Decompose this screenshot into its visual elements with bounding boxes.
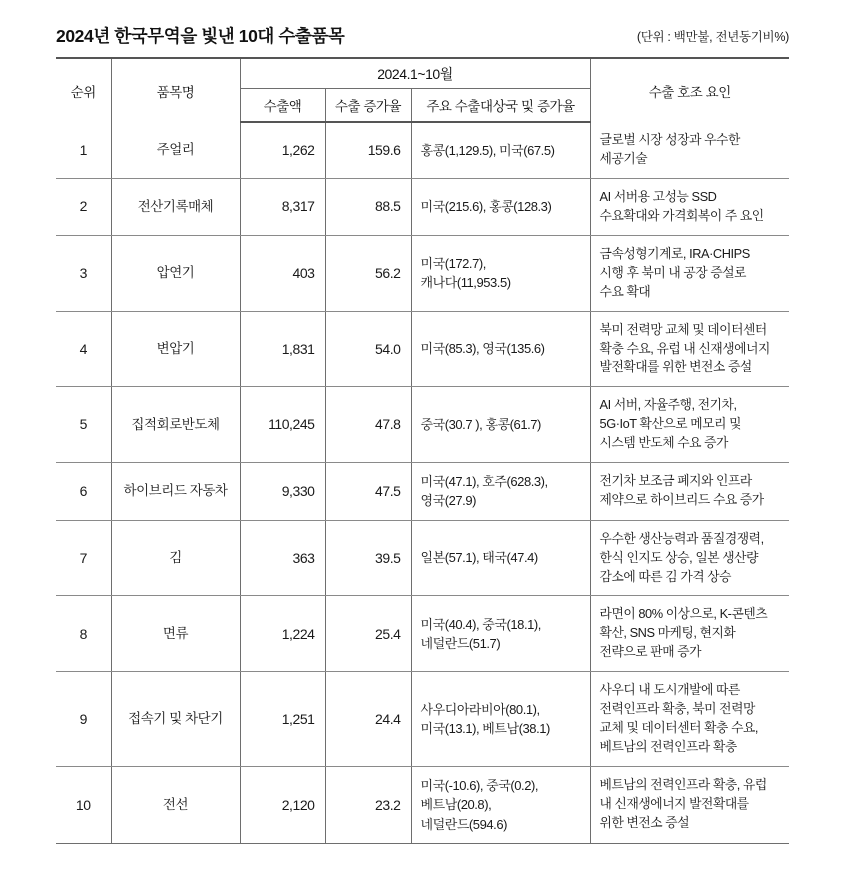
cell-amount: 9,330	[240, 463, 325, 520]
cell-reason-line: 전력인프라 확충, 북미 전력망	[599, 701, 755, 717]
cell-reason	[590, 311, 789, 387]
cell-destinations-line: 미국(172.7),	[420, 255, 486, 271]
table-row	[56, 520, 789, 596]
column-header-amount: 수출액	[240, 89, 325, 123]
cell-item: 변압기	[111, 311, 240, 387]
cell-item: 주얼리	[111, 122, 240, 178]
cell-destinations-line: 미국(40.4), 중국(18.1),	[420, 616, 541, 632]
cell-destinations	[411, 520, 590, 596]
cell-rank: 6	[56, 463, 111, 520]
cell-reason-line: 글로벌 시장 성장과 우수한	[599, 132, 740, 147]
cell-growth: 56.2	[325, 235, 411, 311]
cell-reason-line: 확충 수요, 유럽 내 신재생에너지	[599, 340, 770, 356]
cell-destinations-line: 베트남(20.8),	[420, 797, 492, 813]
cell-destinations-line: 미국(13.1), 베트남(38.1)	[420, 721, 550, 737]
cell-destinations	[411, 463, 590, 520]
column-header-item: 품목명	[111, 58, 240, 122]
cell-reason-line: 제약으로 하이브리드 수요 증가	[599, 492, 764, 508]
cell-growth: 47.8	[325, 387, 411, 463]
cell-destinations-line: 네덜란드(594.6)	[420, 816, 507, 832]
cell-growth: 23.2	[325, 767, 411, 844]
cell-reason	[590, 672, 789, 767]
title-row	[56, 26, 789, 47]
cell-destinations-line: 중국(30.7 ), 홍콩(61.7)	[420, 417, 541, 433]
cell-destinations	[411, 235, 590, 311]
table-row	[56, 122, 789, 178]
cell-item: 면류	[111, 596, 240, 672]
cell-item: 전산기록매체	[111, 178, 240, 235]
cell-reason-line: AI 서버용 고성능 SSD	[599, 188, 717, 204]
cell-growth: 88.5	[325, 178, 411, 235]
table-row	[56, 235, 789, 311]
cell-growth: 159.6	[325, 122, 411, 178]
cell-reason	[590, 596, 789, 672]
cell-reason-line: 위한 변전소 증설	[599, 815, 690, 831]
cell-amount: 110,245	[240, 387, 325, 463]
cell-rank: 10	[56, 767, 111, 844]
table-row	[56, 311, 789, 387]
cell-amount: 403	[240, 235, 325, 311]
cell-reason	[590, 178, 789, 235]
cell-reason-line: 발전확대를 위한 변전소 증설	[599, 359, 752, 375]
table-row	[56, 767, 789, 844]
table-body	[56, 122, 789, 843]
cell-reason-line: 라면이 80% 이상으로, K-콘텐츠	[599, 606, 768, 622]
cell-reason-line: 시행 후 북미 내 공장 증설로	[599, 264, 747, 280]
cell-destinations	[411, 311, 590, 387]
cell-item: 접속기 및 차단기	[111, 672, 240, 767]
cell-destinations	[411, 387, 590, 463]
cell-destinations-line: 일본(57.1), 태국(47.4)	[420, 550, 538, 566]
cell-growth: 39.5	[325, 520, 411, 596]
cell-reason-line: 5G·IoT 확산으로 메모리 및	[599, 416, 742, 432]
cell-reason-line: 우수한 생산능력과 품질경쟁력,	[599, 530, 764, 546]
cell-amount: 1,831	[240, 311, 325, 387]
cell-amount: 1,251	[240, 672, 325, 767]
cell-reason-line: 전기차 보조금 폐지와 인프라	[599, 473, 752, 489]
cell-destinations-line: 미국(215.6), 홍콩(128.3)	[420, 199, 552, 215]
cell-reason-line: 세공기술	[599, 150, 648, 166]
cell-reason-line: 전략으로 판매 증가	[599, 644, 702, 660]
cell-rank: 3	[56, 235, 111, 311]
cell-growth: 25.4	[325, 596, 411, 672]
cell-item: 압연기	[111, 235, 240, 311]
column-header-rank: 순위	[56, 58, 111, 122]
cell-destinations	[411, 178, 590, 235]
cell-reason	[590, 235, 789, 311]
cell-reason-line: 베트남의 전력인프라 확충, 유럽	[599, 777, 767, 793]
cell-destinations-line: 사우디아라비아(80.1),	[420, 701, 540, 717]
cell-reason-line: 북미 전력망 교체 및 데이터센터	[599, 321, 767, 337]
cell-destinations	[411, 767, 590, 844]
table-row	[56, 387, 789, 463]
cell-reason-line: 감소에 따른 김 가격 상승	[599, 568, 732, 584]
cell-reason-line: 수요확대와 가격회복이 주 요인	[599, 207, 764, 223]
table-row	[56, 178, 789, 235]
cell-destinations	[411, 672, 590, 767]
table-row	[56, 672, 789, 767]
table-row	[56, 596, 789, 672]
cell-destinations-line: 미국(-10.6), 중국(0.2),	[420, 778, 539, 794]
export-items-table	[56, 57, 789, 844]
cell-reason-line: 사우디 내 도시개발에 따른	[599, 682, 740, 698]
table-header	[56, 58, 789, 122]
column-header-growth: 수출 증가율	[325, 89, 411, 123]
cell-rank: 9	[56, 672, 111, 767]
cell-item: 집적회로반도체	[111, 387, 240, 463]
cell-destinations-line: 미국(47.1), 호주(628.3),	[420, 474, 548, 490]
column-header-reason: 수출 호조 요인	[590, 58, 789, 122]
cell-rank: 5	[56, 387, 111, 463]
cell-reason	[590, 387, 789, 463]
cell-destinations-line: 영국(27.9)	[420, 493, 476, 509]
cell-item: 하이브리드 자동차	[111, 463, 240, 520]
cell-rank: 8	[56, 596, 111, 672]
cell-rank: 4	[56, 311, 111, 387]
cell-destinations-line: 네덜란드(51.7)	[420, 635, 501, 651]
cell-reason	[590, 767, 789, 844]
cell-growth: 47.5	[325, 463, 411, 520]
cell-reason-line: 교체 및 데이터센터 확충 수요,	[599, 720, 758, 736]
table-row	[56, 463, 789, 520]
cell-item: 전선	[111, 767, 240, 844]
cell-reason-line: 시스템 반도체 수요 증가	[599, 435, 728, 451]
cell-growth: 54.0	[325, 311, 411, 387]
cell-growth: 24.4	[325, 672, 411, 767]
cell-amount: 2,120	[240, 767, 325, 844]
page-title: 2024년 한국무역을 빛낸 10대 수출품목	[56, 26, 345, 46]
cell-reason-line: 금속성형기계로, IRA·CHIPS	[599, 245, 750, 261]
cell-amount: 1,224	[240, 596, 325, 672]
cell-amount: 1,262	[240, 122, 325, 178]
cell-reason	[590, 122, 789, 178]
column-header-destinations: 주요 수출대상국 및 증가율	[411, 89, 590, 123]
cell-reason-line: 한식 인지도 상승, 일본 생산량	[599, 549, 758, 565]
cell-destinations-line: 미국(85.3), 영국(135.6)	[420, 341, 545, 357]
cell-amount: 8,317	[240, 178, 325, 235]
cell-item: 김	[111, 520, 240, 596]
cell-destinations-line: 캐나다(11,953.5)	[420, 275, 511, 291]
cell-rank: 1	[56, 122, 111, 178]
cell-destinations-line: 홍콩(1,129.5), 미국(67.5)	[420, 142, 555, 158]
cell-reason	[590, 520, 789, 596]
cell-reason-line: 베트남의 전력인프라 확충	[599, 739, 737, 755]
cell-reason-line: 수요 확대	[599, 283, 651, 299]
cell-destinations	[411, 122, 590, 178]
cell-amount: 363	[240, 520, 325, 596]
unit-note: (단위 : 백만불, 전년동기비%)	[636, 30, 789, 44]
cell-reason-line: 확산, SNS 마케팅, 현지화	[599, 625, 736, 641]
cell-reason-line: 내 신재생에너지 발전확대를	[599, 796, 749, 812]
cell-reason-line: AI 서버, 자율주행, 전기차,	[599, 397, 737, 413]
cell-reason	[590, 463, 789, 520]
cell-rank: 2	[56, 178, 111, 235]
cell-rank: 7	[56, 520, 111, 596]
cell-destinations	[411, 596, 590, 672]
column-header-period: 2024.1~10월	[240, 58, 590, 89]
